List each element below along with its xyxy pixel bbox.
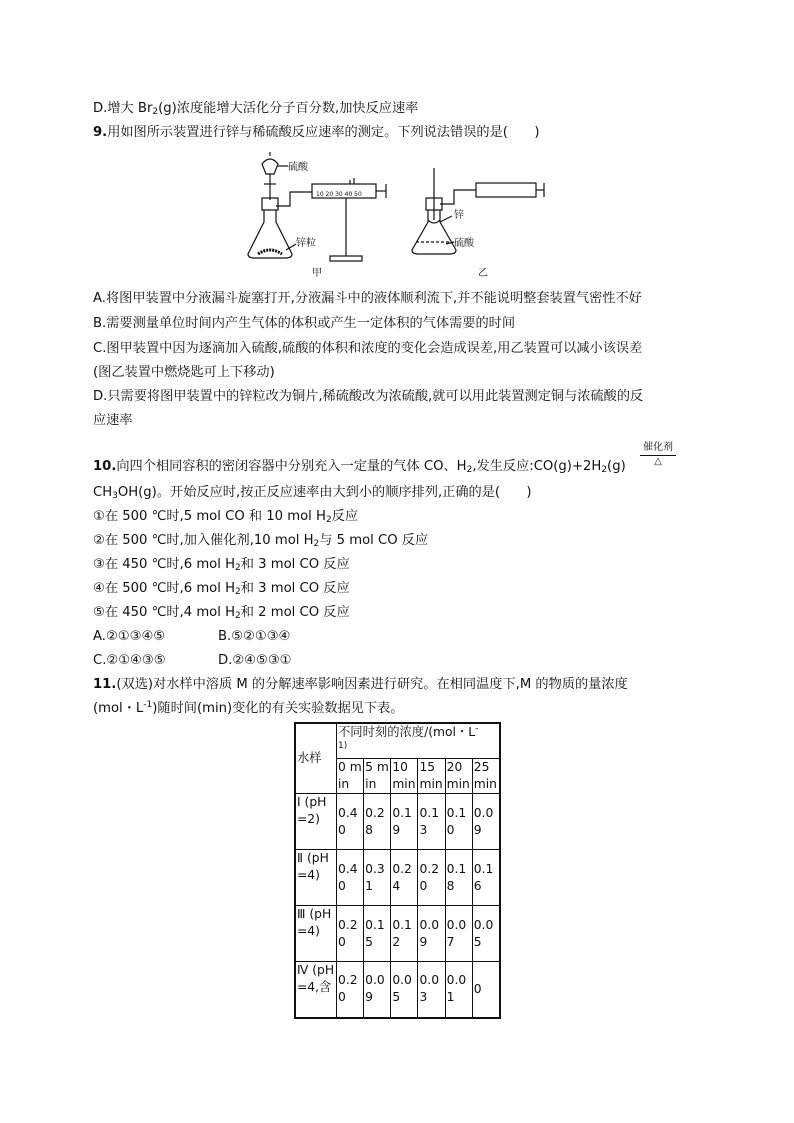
row-label: Ⅲ (pH=4) xyxy=(295,906,337,962)
value-cell: 0.19 xyxy=(391,794,418,850)
apparatus-figure xyxy=(240,150,550,282)
concentration-table xyxy=(294,722,501,1019)
q9-option-c-cont: (图乙装置中燃烧匙可上下移动) xyxy=(93,365,275,380)
jia-caption: 甲 xyxy=(312,268,322,279)
yi-acid-label: 硫酸 xyxy=(454,238,474,249)
value-cell: 0.09 xyxy=(364,962,391,1018)
q9-option-b: B.需要测量单位时间内产生气体的体积或产生一定体积的气体需要的时间 xyxy=(93,316,516,331)
q10-item-1: ①在 500 ℃时,5 mol CO 和 10 mol $H_2$反应 xyxy=(93,509,359,525)
q10-stem-cont: $CH_3OH(g)$。开始反应时,按正反应速率由大到小的顺序排列,正确的是( ) xyxy=(93,485,532,501)
q11-stem: 11.(双选)对水样中溶质 M 的分解速率影响因素进行研究。在相同温度下,M 的物质的量浓度 xyxy=(93,677,628,692)
yi-zinc-label: 锌 xyxy=(454,210,464,221)
q10-stem: 10.向四个相同容积的密闭容器中分别充入一定量的气体 CO、$H_2$,发生反应$:CO(g)+2H_2(g)$ xyxy=(93,459,626,475)
q10-option-a: A.②①③④⑤ xyxy=(93,629,166,644)
value-cell: 0.15 xyxy=(364,906,391,962)
table-row xyxy=(295,850,500,906)
value-cell: 0.03 xyxy=(418,962,445,1018)
q9-option-c: C.图甲装置中因为逐滴加入硫酸,硫酸的体积和浓度的变化会造成误差,用乙装置可以减小该误差 xyxy=(93,341,643,356)
value-cell: 0.20 xyxy=(418,850,445,906)
value-cell: 0.05 xyxy=(391,962,418,1018)
jia-scale-label: 10 20 30 40 50 xyxy=(316,191,362,198)
q9-option-a: A.将图甲装置中分液漏斗旋塞打开,分液漏斗中的液体顺利流下,并不能说明整套装置气密性不好 xyxy=(93,291,642,306)
value-cell: 0.12 xyxy=(391,906,418,962)
value-cell: 0.05 xyxy=(472,906,500,962)
value-cell: 0.10 xyxy=(445,794,472,850)
q10-item-4: ④在 500 ℃时,6 mol $H_2$和 3 mol CO 反应 xyxy=(93,581,350,597)
value-cell: 0 xyxy=(472,962,500,1018)
time-cell: 20 min xyxy=(445,759,472,794)
row-label: Ⅳ (pH=4,含 xyxy=(295,962,337,1018)
value-cell: 0.01 xyxy=(445,962,472,1018)
table-header-row xyxy=(295,723,500,759)
value-cell: 0.40 xyxy=(337,850,364,906)
value-cell: 0.18 xyxy=(445,850,472,906)
q9-option-d: D.只需要将图甲装置中的锌粒改为铜片,稀硫酸改为浓硫酸,就可以用此装置测定铜与浓硫酸的反 xyxy=(93,389,644,404)
jia-acid-label: 硫酸 xyxy=(288,162,308,173)
value-cell: 0.24 xyxy=(391,850,418,906)
q10-option-d: D.②④⑤③① xyxy=(218,653,292,668)
row-label: Ⅱ (pH=4) xyxy=(295,850,337,906)
q11-stem-cont: (mol・$L^{-1}$)随时间(min)变化的有关实验数据见下表。 xyxy=(93,700,404,716)
row-label: Ⅰ (pH=2) xyxy=(295,794,337,850)
value-cell: 0.13 xyxy=(418,794,445,850)
apparatus-yi xyxy=(412,168,544,254)
row-header-cell: 水样 xyxy=(295,723,337,794)
time-cell: 0 min xyxy=(337,759,364,794)
value-cell: 0.31 xyxy=(364,850,391,906)
yi-caption: 乙 xyxy=(478,268,488,279)
value-cell: 0.40 xyxy=(337,794,364,850)
value-cell: 0.28 xyxy=(364,794,391,850)
col-header-cell: 不同时刻的浓度/(mol・L- $^{1)}$ xyxy=(337,723,501,759)
q9-option-d-cont: 应速率 xyxy=(93,413,133,428)
value-cell: 0.20 xyxy=(337,906,364,962)
q10-option-b: B.⑤②①③④ xyxy=(218,629,291,644)
time-cell: 25 min xyxy=(472,759,500,794)
time-cell: 5 min xyxy=(364,759,391,794)
value-cell: 0.16 xyxy=(472,850,500,906)
q9-stem: 9.用如图所示装置进行锌与稀硫酸反应速率的测定。下列说法错误的是( ) xyxy=(93,125,540,140)
time-cell: 15 min xyxy=(418,759,445,794)
value-cell: 0.07 xyxy=(445,906,472,962)
table-row xyxy=(295,906,500,962)
value-cell: 0.09 xyxy=(472,794,500,850)
value-cell: 0.20 xyxy=(337,962,364,1018)
value-cell: 0.09 xyxy=(418,906,445,962)
q10-item-2: ②在 500 ℃时,加入催化剂,10 mol $H_2$与 5 mol CO 反应 xyxy=(93,533,429,549)
time-cell: 10 min xyxy=(391,759,418,794)
q8-option-d: D.增大 $Br_2(g)$浓度能增大活化分子百分数,加快反应速率 xyxy=(93,101,419,117)
apparatus-jia xyxy=(248,152,386,261)
table-row xyxy=(295,794,500,850)
q10-option-c: C.②①④③⑤ xyxy=(93,653,166,668)
q10-item-5: ⑤在 450 ℃时,4 mol $H_2$和 2 mol CO 反应 xyxy=(93,605,350,621)
catalyst-condition: 催化剂 △ xyxy=(640,438,676,468)
jia-zinc-label: 锌粒 xyxy=(296,238,316,249)
q10-item-3: ③在 450 ℃时,6 mol $H_2$和 3 mol CO 反应 xyxy=(93,557,350,573)
table-row xyxy=(295,962,500,1018)
